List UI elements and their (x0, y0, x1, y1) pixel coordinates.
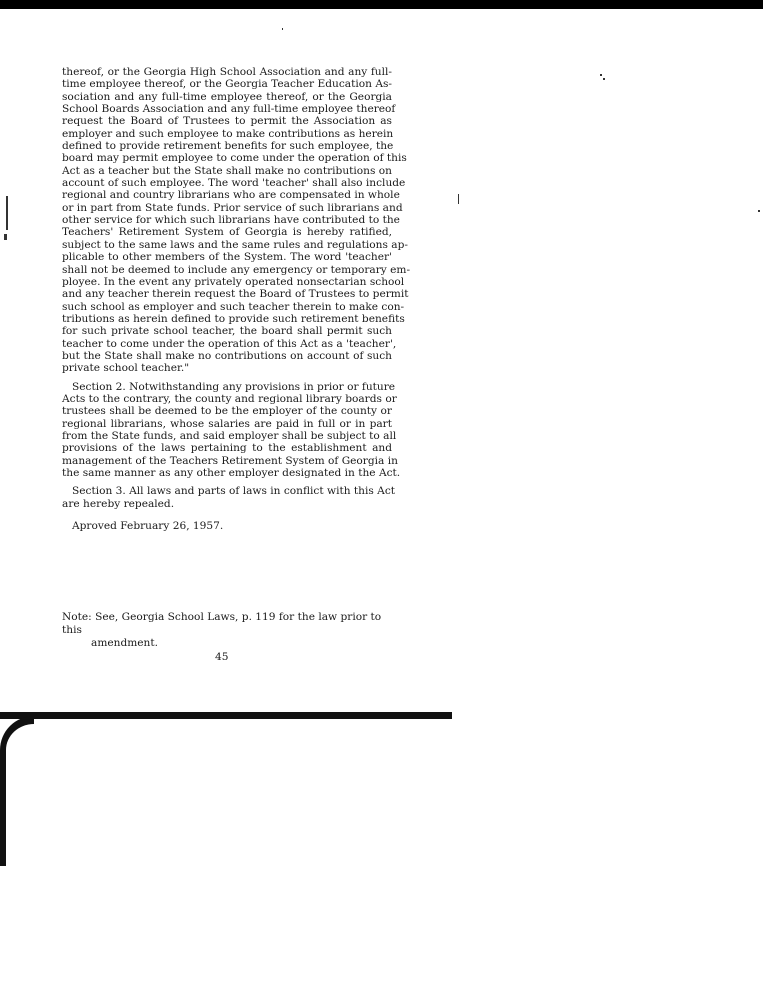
text-line: plicable to other members of the System. The word 'teacher' (62, 251, 392, 264)
scan-left-edge (0, 716, 34, 866)
scan-speck (600, 74, 602, 76)
text-line: Act as a teacher but the State shall make no contributions on (62, 164, 392, 177)
text-line: management of the Teachers Retirement System of Georgia in (62, 454, 398, 467)
text-line: tributions as herein defined to provide such retirement benefits (62, 312, 405, 325)
scan-speck (6, 196, 8, 230)
text-line: Acts to the contrary, the county and regional library boards or (62, 392, 397, 405)
text-line: teacher to come under the operation of this Act as a 'teacher', (62, 337, 397, 350)
text-line: or in part from State funds. Prior service of such librarians and (62, 201, 403, 214)
text-line: defined to provide retirement benefits for such employee, the (62, 140, 394, 153)
footnote-line: amendment. (91, 637, 158, 649)
text-line: regional and country librarians who are compensated in whole (62, 189, 400, 202)
text-line: are hereby repealed. (62, 497, 175, 510)
text-line: board may permit employee to come under the operation of this (62, 152, 407, 165)
text-line: Section 3. All laws and parts of laws in conflict with this Act (72, 485, 396, 498)
text-line: ployee. In the event any privately operated nonsectarian school (62, 275, 405, 288)
scan-bottom-band (0, 712, 452, 719)
scan-speck (282, 28, 283, 30)
footnote-line: Note: See, Georgia School Laws, p. 119 for the law prior to this (62, 611, 382, 636)
scan-speck (4, 234, 7, 240)
text-line: private school teacher." (62, 362, 190, 375)
text-line: employer and such employee to make contributions as herein (62, 127, 394, 140)
text-line: shall not be deemed to include any emergency or temporary em- (62, 263, 411, 276)
section-2 (62, 380, 401, 480)
text-line: such school as employer and such teacher therein to make con- (62, 300, 405, 313)
approval-date: Aproved February 26, 1957. (72, 520, 224, 533)
footnote (62, 611, 392, 650)
body-text-column (62, 66, 411, 533)
text-line: for such private school teacher, the board shall permit such (62, 325, 392, 338)
page-number: 45 (215, 651, 229, 663)
paragraph-1 (62, 66, 411, 375)
text-line: time employee thereof, or the Georgia Teacher Education As- (62, 78, 392, 91)
text-line: Section 2. Notwithstanding any provisions in prior or future (72, 380, 396, 393)
text-line: subject to the same laws and the same rules and regulations ap- (62, 238, 408, 251)
text-line: from the State funds, and said employer shall be subject to all (62, 429, 397, 442)
text-line: and any teacher therein request the Board of Trustees to permit (62, 288, 409, 301)
text-line: Teachers' Retirement System of Georgia is hereby ratified, (62, 226, 392, 239)
scan-top-border (0, 0, 763, 9)
text-line: provisions of the laws pertaining to the establishment and (62, 442, 392, 455)
text-line: sociation and any full-time employee thereof, or the Georgia (62, 90, 392, 103)
text-line: thereof, or the Georgia High School Association and any full- (62, 66, 392, 78)
scan-speck (758, 210, 760, 212)
section-3 (62, 485, 396, 510)
text-line: regional librarians, whose salaries are paid in full or in part (62, 417, 392, 430)
text-line: School Boards Association and any full-time employee thereof (62, 103, 396, 116)
text-line: other service for which such librarians have contributed to the (62, 214, 400, 227)
text-line: but the State shall make no contributions on account of such (62, 349, 392, 362)
scan-speck (458, 194, 459, 204)
scan-speck (603, 78, 605, 80)
text-line: request the Board of Trustees to permit the Association as (62, 115, 392, 128)
text-line: trustees shall be deemed to be the employer of the county or (62, 405, 392, 418)
text-line: account of such employee. The word 'teacher' shall also include (62, 177, 406, 190)
text-line: the same manner as any other employer designated in the Act. (62, 467, 401, 479)
